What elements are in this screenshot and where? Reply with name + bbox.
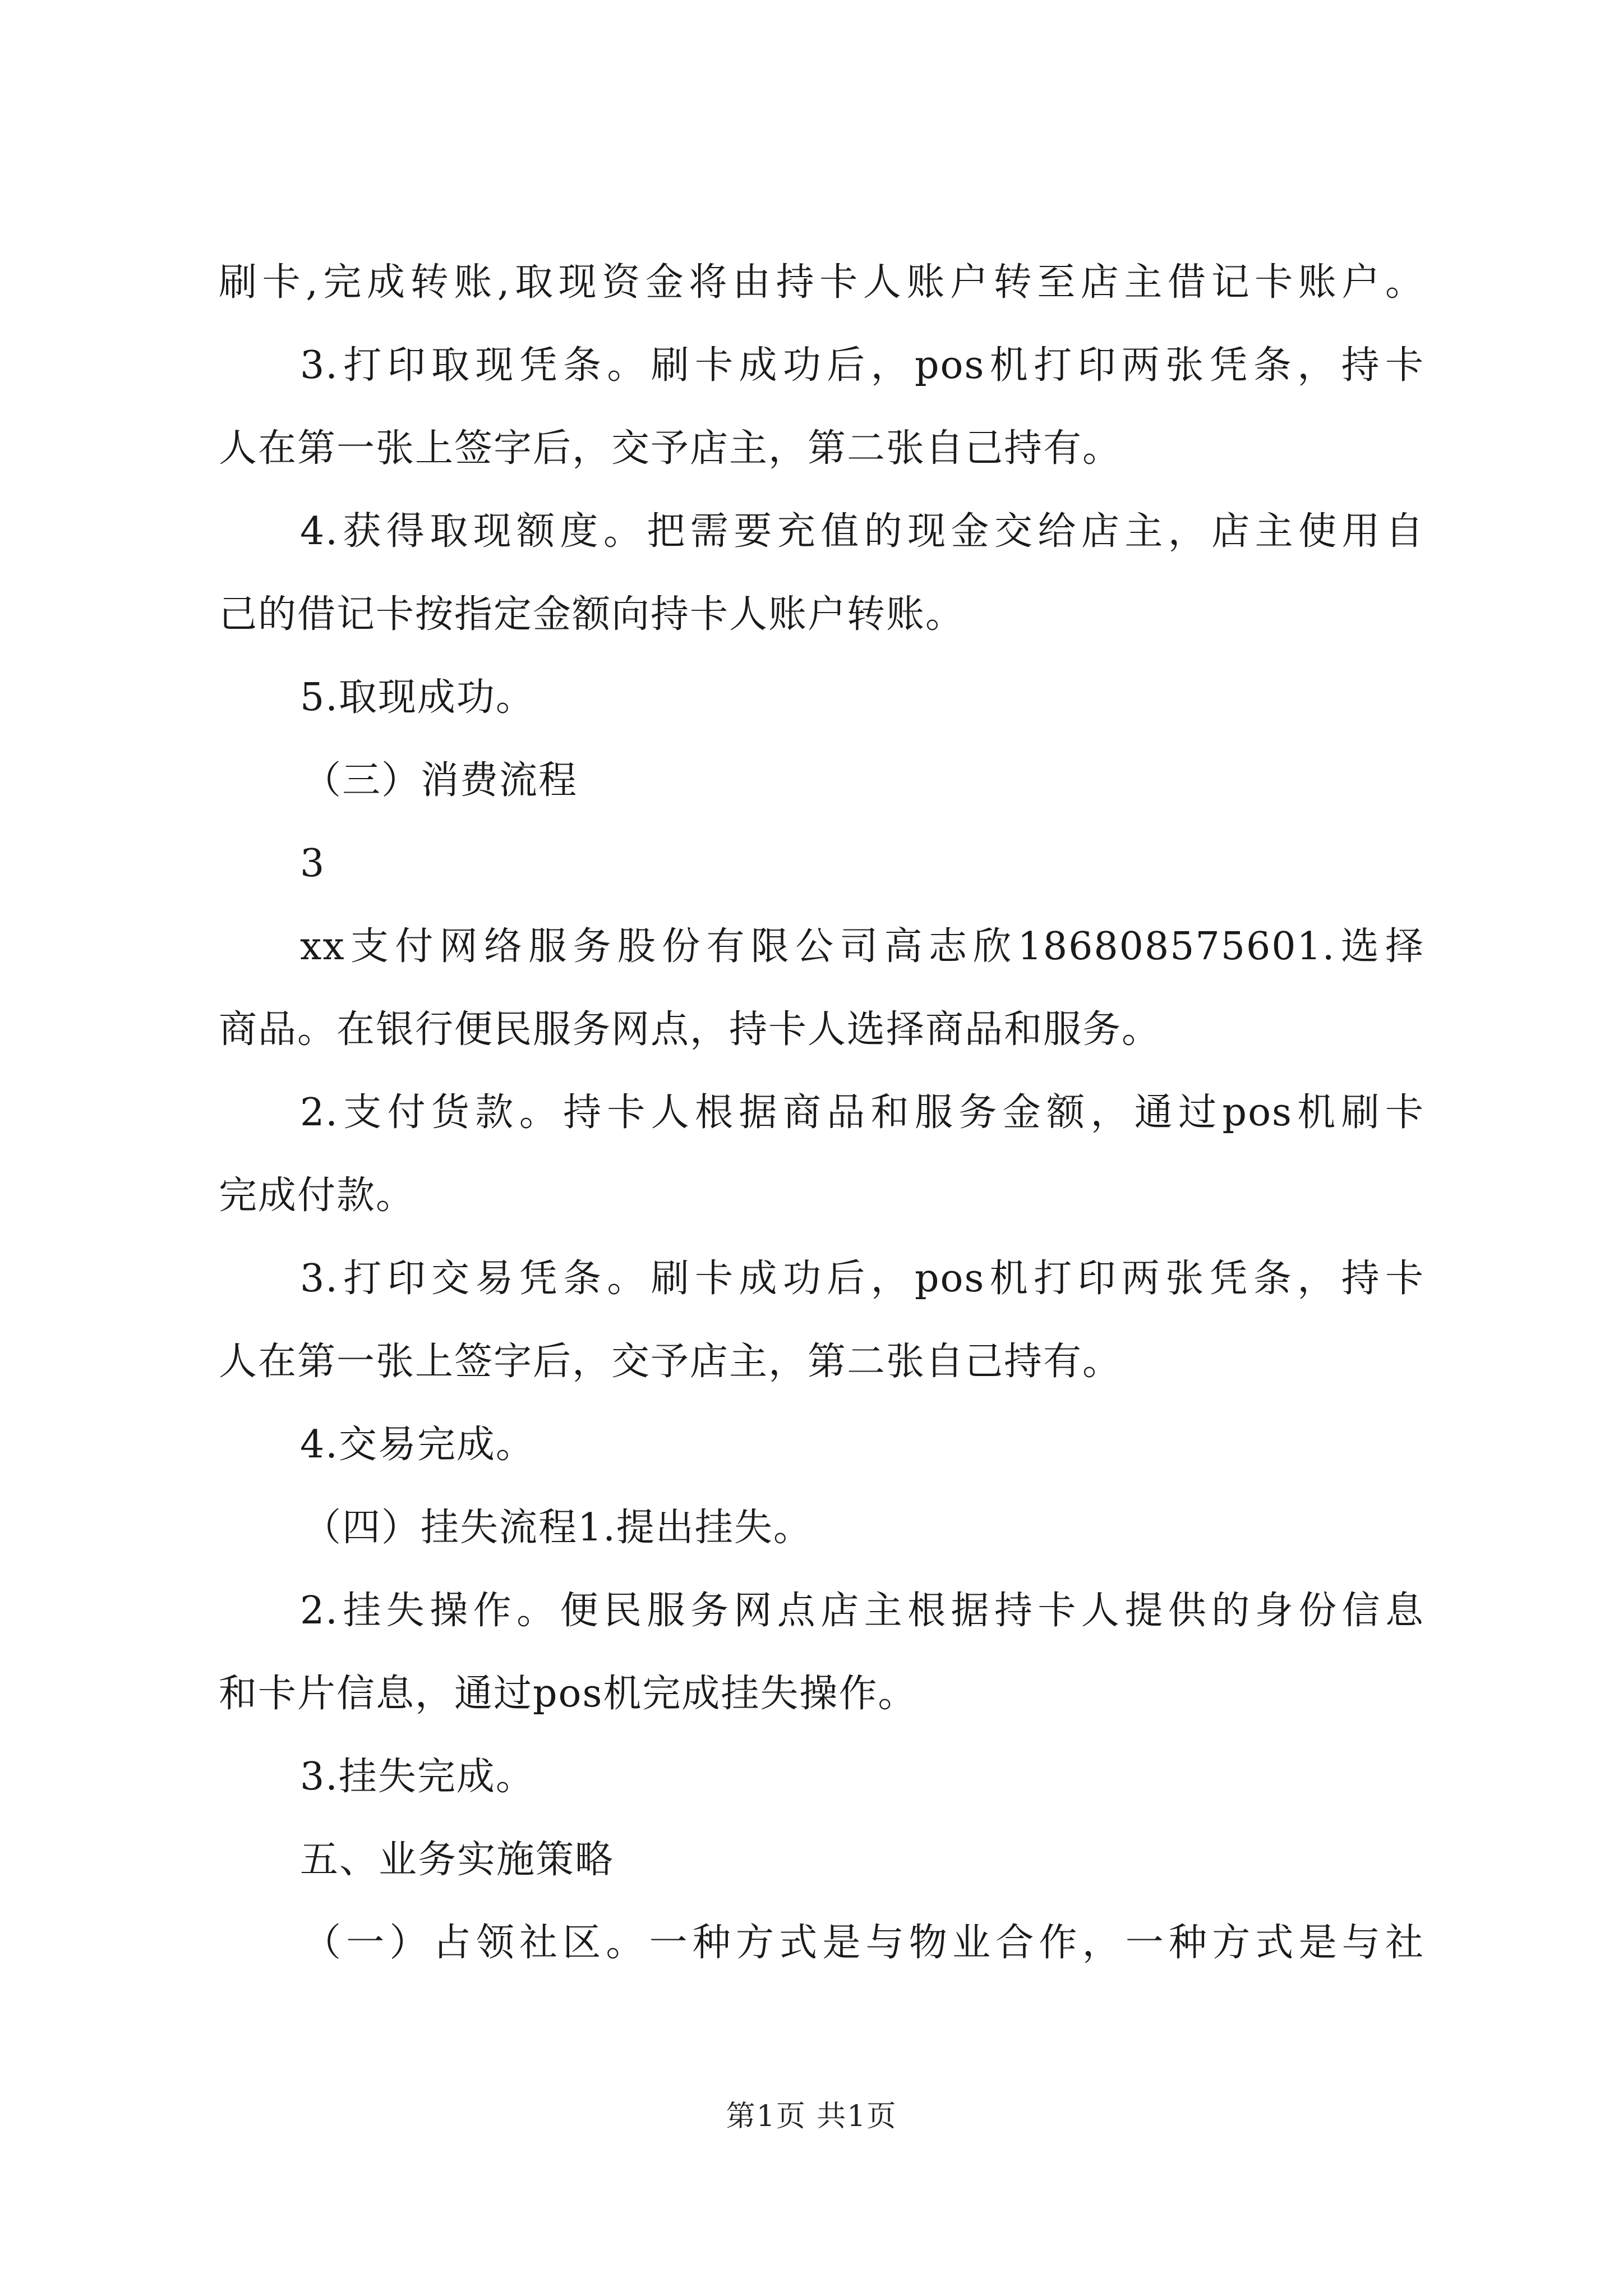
page-footer: 第1页 共1页 xyxy=(726,2100,897,2133)
text-line: 5.取现成功。 xyxy=(300,675,535,720)
text-line: 3.挂失完成。 xyxy=(300,1755,535,1799)
text-line: 刷卡,完成转账,取现资金将由持卡人账户转至店主借记卡账户。 xyxy=(219,260,1424,305)
text-line: 和卡片信息，通过pos机完成挂失操作。 xyxy=(219,1672,917,1716)
text-line: xx支付网络服务股份有限公司高志欣186808575601.选择 xyxy=(300,924,1424,969)
text-line: 3.打印取现凭条。刷卡成功后，pos机打印两张凭条，持卡 xyxy=(300,343,1424,388)
text-line: 4.获得取现额度。把需要充值的现金交给店主，店主使用自 xyxy=(300,509,1424,554)
section-heading: （四）挂失流程1.提出挂失。 xyxy=(303,1506,813,1550)
document-body xyxy=(219,241,1424,1985)
section-heading: （三）消费流程 xyxy=(303,758,578,803)
text-line: 3.打印交易凭条。刷卡成功后，pos机打印两张凭条，持卡 xyxy=(300,1257,1424,1301)
text-line: 商品。在银行便民服务网点，持卡人选择商品和服务。 xyxy=(219,1007,1161,1052)
text-line: （一）占领社区。一种方式是与物业合作，一种方式是与社 xyxy=(303,1921,1424,1965)
text-line: 2.支付货款。持卡人根据商品和服务金额，通过pos机刷卡 xyxy=(300,1091,1424,1135)
section-heading: 五、业务实施策略 xyxy=(300,1838,615,1882)
page-number-inline: 3 xyxy=(300,841,326,886)
text-line: 己的借记卡按指定金额向持卡人账户转账。 xyxy=(219,592,965,637)
text-line: 人在第一张上签字后，交予店主，第二张自己持有。 xyxy=(219,426,1122,471)
text-line: 完成付款。 xyxy=(219,1174,416,1218)
text-line: 人在第一张上签字后，交予店主，第二张自己持有。 xyxy=(219,1340,1122,1384)
text-line: 2.挂失操作。便民服务网点店主根据持卡人提供的身份信息 xyxy=(300,1589,1424,1633)
text-line: 4.交易完成。 xyxy=(300,1423,535,1467)
